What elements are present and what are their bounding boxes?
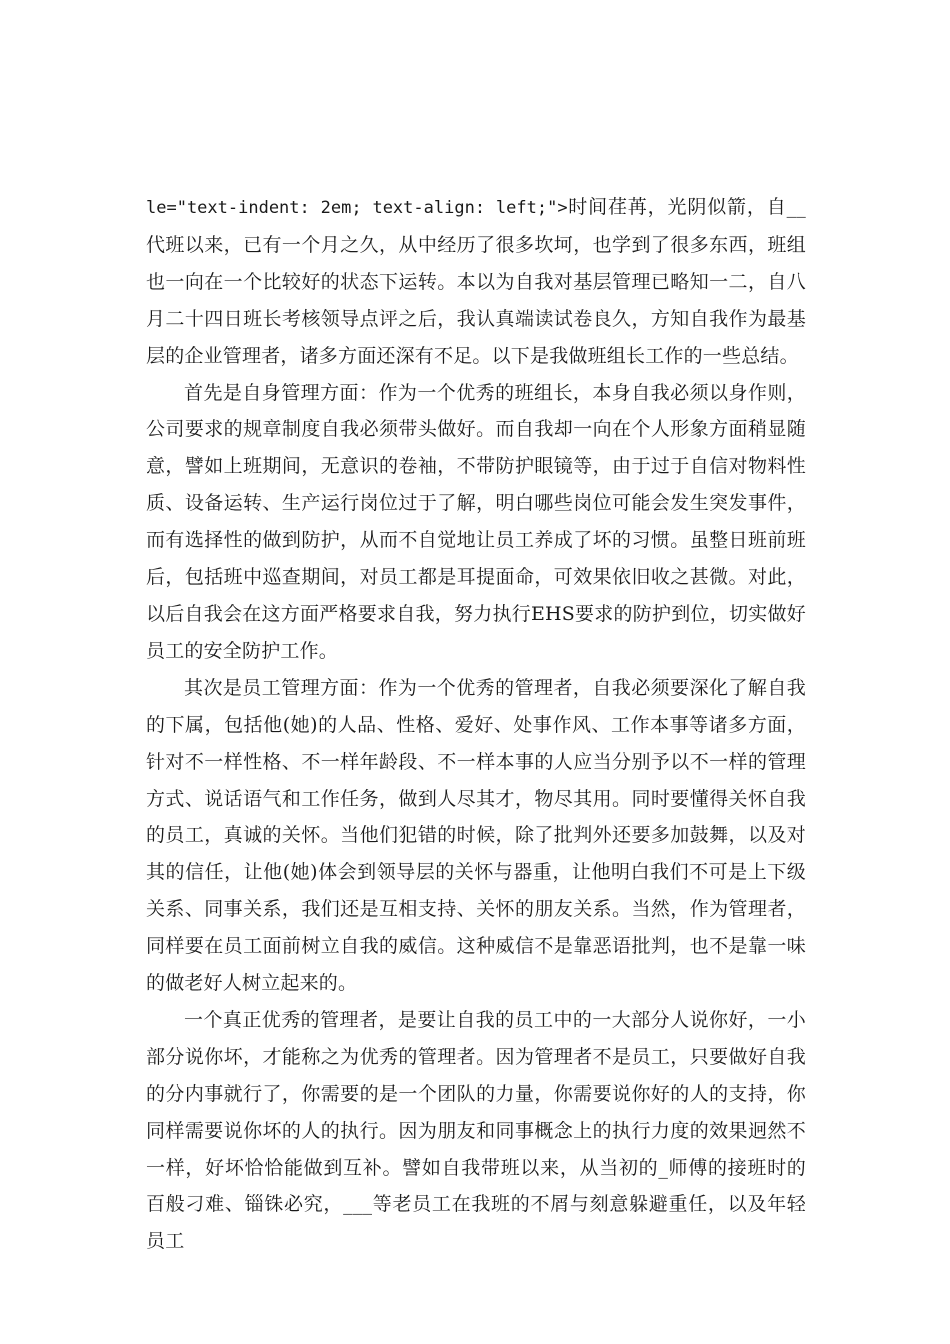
paragraph-1-text: 时间荏苒，光阴似箭，自__代班以来，已有一个月之久，从中经历了很多坎坷，也学到了很多东西，班组也一向在一个比较好的状态下运转。本以为自我对基层管理已略知一二，自八月二十四日班长考核领导点评之后，我认真端读试卷良久，方知自我作为最基层的企业管理者，诸多方面还深有不足。以下是我做班组长工作的一些总结。 [146, 196, 806, 367]
paragraph-3: 其次是员工管理方面：作为一个优秀的管理者，自我必须要深化了解自我的下属，包括他(她)的人品、性格、爱好、处事作风、工作本事等诸多方面，针对不一样性格、不一样年龄段、不一样本事的人应当分别予以不一样的管理方式、说话语气和工作任务，做到人尽其才，物尽其用。同时要懂得关怀自我的员工，真诚的关怀。当他们犯错的时候，除了批判外还要多加鼓舞，以及对其的信任，让他(她)体会到领导层的关怀与器重，让他明白我们不可是上下级关系、同事关系，我们还是互相支持、关怀的朋友关系。当然，作为管理者，同样要在员工面前树立自我的威信。这种威信不是靠恶语批判，也不是靠一味的做老好人树立起来的。 [146, 676, 806, 995]
paragraph-2: 首先是自身管理方面：作为一个优秀的班组长，本身自我必须以身作则，公司要求的规章制度自我必须带头做好。而自我却一向在个人形象方面稍显随意，譬如上班期间，无意识的卷袖，不带防护眼镜等，由于过于自信对物料性质、设备运转、生产运行岗位过于了解，明白哪些岗位可能会发生突发事件，而有选择性的做到防护，从而不自觉地让员工养成了坏的习惯。虽整日班前班后，包括班中巡查期间，对员工都是耳提面命，可效果依旧收之甚微。对此，以后自我会在这方面严格要求自我，努力执行EHS要求的防护到位，切实做好员工的安全防护工作。 [146, 381, 806, 662]
paragraph-1 [146, 189, 806, 375]
paragraph-4: 一个真正优秀的管理者，是要让自我的员工中的一大部分人说你好，一小部分说你坏，才能称之为优秀的管理者。因为管理者不是员工，只要做好自我的分内事就行了，你需要的是一个团队的力量，你需要说你好的人的支持，你同样需要说你坏的人的执行。因为朋友和同事概念上的执行力度的效果迥然不一样，好坏恰恰能做到互补。譬如自我带班以来，从当初的_师傅的接班时的百般刁难、锱铢必究，___等老员工在我班的不屑与刻意躲避重任，以及年轻员工 [146, 1008, 806, 1253]
leftover-markup-fragment: le="text-indent: 2em; text-align: left;"> [146, 198, 568, 218]
document-body [146, 189, 806, 1260]
